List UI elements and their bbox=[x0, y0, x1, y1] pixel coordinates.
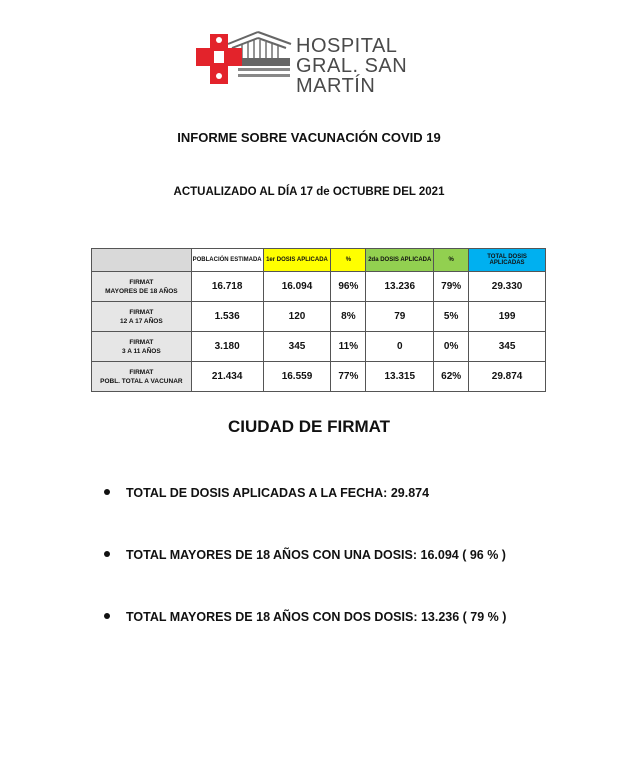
cell-poblacion: 3.180 bbox=[191, 332, 263, 362]
cell-dosis2: 0 bbox=[366, 332, 434, 362]
cell-dosis2: 13.236 bbox=[366, 272, 434, 302]
table-header-corner bbox=[92, 249, 192, 272]
bullet-icon bbox=[104, 551, 110, 557]
summary-text: TOTAL MAYORES DE 18 AÑOS CON DOS DOSIS: 13.236 ( 79 % ) bbox=[126, 610, 507, 624]
list-item bbox=[104, 608, 506, 670]
table-row bbox=[92, 272, 546, 302]
row-label-group: 3 A 11 AÑOS bbox=[122, 347, 161, 355]
cell-total: 29.874 bbox=[469, 362, 546, 392]
col-header-pct2: % bbox=[434, 249, 469, 272]
cell-dosis2: 13.315 bbox=[366, 362, 434, 392]
row-label-group: 12 A 17 AÑOS bbox=[120, 317, 163, 325]
cell-dosis2: 79 bbox=[366, 302, 434, 332]
cell-poblacion: 21.434 bbox=[191, 362, 263, 392]
cell-pct1: 96% bbox=[331, 272, 366, 302]
list-item bbox=[104, 484, 506, 546]
summary-text: TOTAL DE DOSIS APLICADAS A LA FECHA: 29.874 bbox=[126, 486, 430, 500]
cell-pct2: 79% bbox=[434, 272, 469, 302]
row-label-city: FIRMAT bbox=[129, 368, 154, 376]
row-label bbox=[92, 362, 192, 392]
cell-total: 345 bbox=[469, 332, 546, 362]
table-row bbox=[92, 302, 546, 332]
cell-pct2: 5% bbox=[434, 302, 469, 332]
hospital-logo bbox=[196, 30, 446, 97]
col-header-total: TOTAL DOSIS APLICADAS bbox=[469, 249, 546, 272]
table-header-row bbox=[92, 249, 546, 272]
col-header-poblacion: POBLACIÓN ESTIMADA bbox=[191, 249, 263, 272]
cell-dosis1: 345 bbox=[263, 332, 331, 362]
cell-poblacion: 1.536 bbox=[191, 302, 263, 332]
cell-total: 199 bbox=[469, 302, 546, 332]
city-heading: CIUDAD DE FIRMAT bbox=[227, 417, 391, 436]
logo-wordmark bbox=[296, 36, 446, 96]
cell-pct1: 8% bbox=[331, 302, 366, 332]
col-header-pct1: % bbox=[331, 249, 366, 272]
cell-pct1: 77% bbox=[331, 362, 366, 392]
summary-list bbox=[104, 484, 506, 670]
cell-total: 29.330 bbox=[469, 272, 546, 302]
table-row bbox=[92, 332, 546, 362]
row-label-group: MAYORES DE 18 AÑOS bbox=[105, 287, 178, 295]
cell-pct2: 62% bbox=[434, 362, 469, 392]
list-item bbox=[104, 546, 506, 608]
bullet-icon bbox=[104, 613, 110, 619]
row-label-city: FIRMAT bbox=[129, 278, 154, 286]
report-title: INFORME SOBRE VACUNACIÓN COVID 19 bbox=[177, 130, 441, 145]
cell-pct2: 0% bbox=[434, 332, 469, 362]
row-label bbox=[92, 332, 192, 362]
row-label bbox=[92, 302, 192, 332]
logo-line-2: GRAL. SAN MARTÍN bbox=[296, 55, 408, 97]
report-updated-date: ACTUALIZADO AL DÍA 17 de OCTUBRE DEL 2021 bbox=[173, 186, 445, 198]
cell-poblacion: 16.718 bbox=[191, 272, 263, 302]
vaccination-table bbox=[91, 248, 546, 392]
row-label-city: FIRMAT bbox=[129, 308, 154, 316]
hospital-cross-icon bbox=[196, 30, 296, 86]
summary-text: TOTAL MAYORES DE 18 AÑOS CON UNA DOSIS: 16.094 ( 96 % ) bbox=[126, 548, 506, 562]
row-label-group: POBL. TOTAL A VACUNAR bbox=[100, 377, 183, 385]
cell-dosis1: 16.559 bbox=[263, 362, 331, 392]
row-label-city: FIRMAT bbox=[129, 338, 154, 346]
cell-dosis1: 16.094 bbox=[263, 272, 331, 302]
cell-pct1: 11% bbox=[331, 332, 366, 362]
col-header-dosis2: 2da DOSIS APLICADA bbox=[366, 249, 434, 272]
row-label bbox=[92, 272, 192, 302]
table-row bbox=[92, 362, 546, 392]
col-header-dosis1: 1er DOSIS APLICADA bbox=[263, 249, 331, 272]
bullet-icon bbox=[104, 489, 110, 495]
cell-dosis1: 120 bbox=[263, 302, 331, 332]
logo-line-1: HOSPITAL bbox=[296, 35, 398, 57]
